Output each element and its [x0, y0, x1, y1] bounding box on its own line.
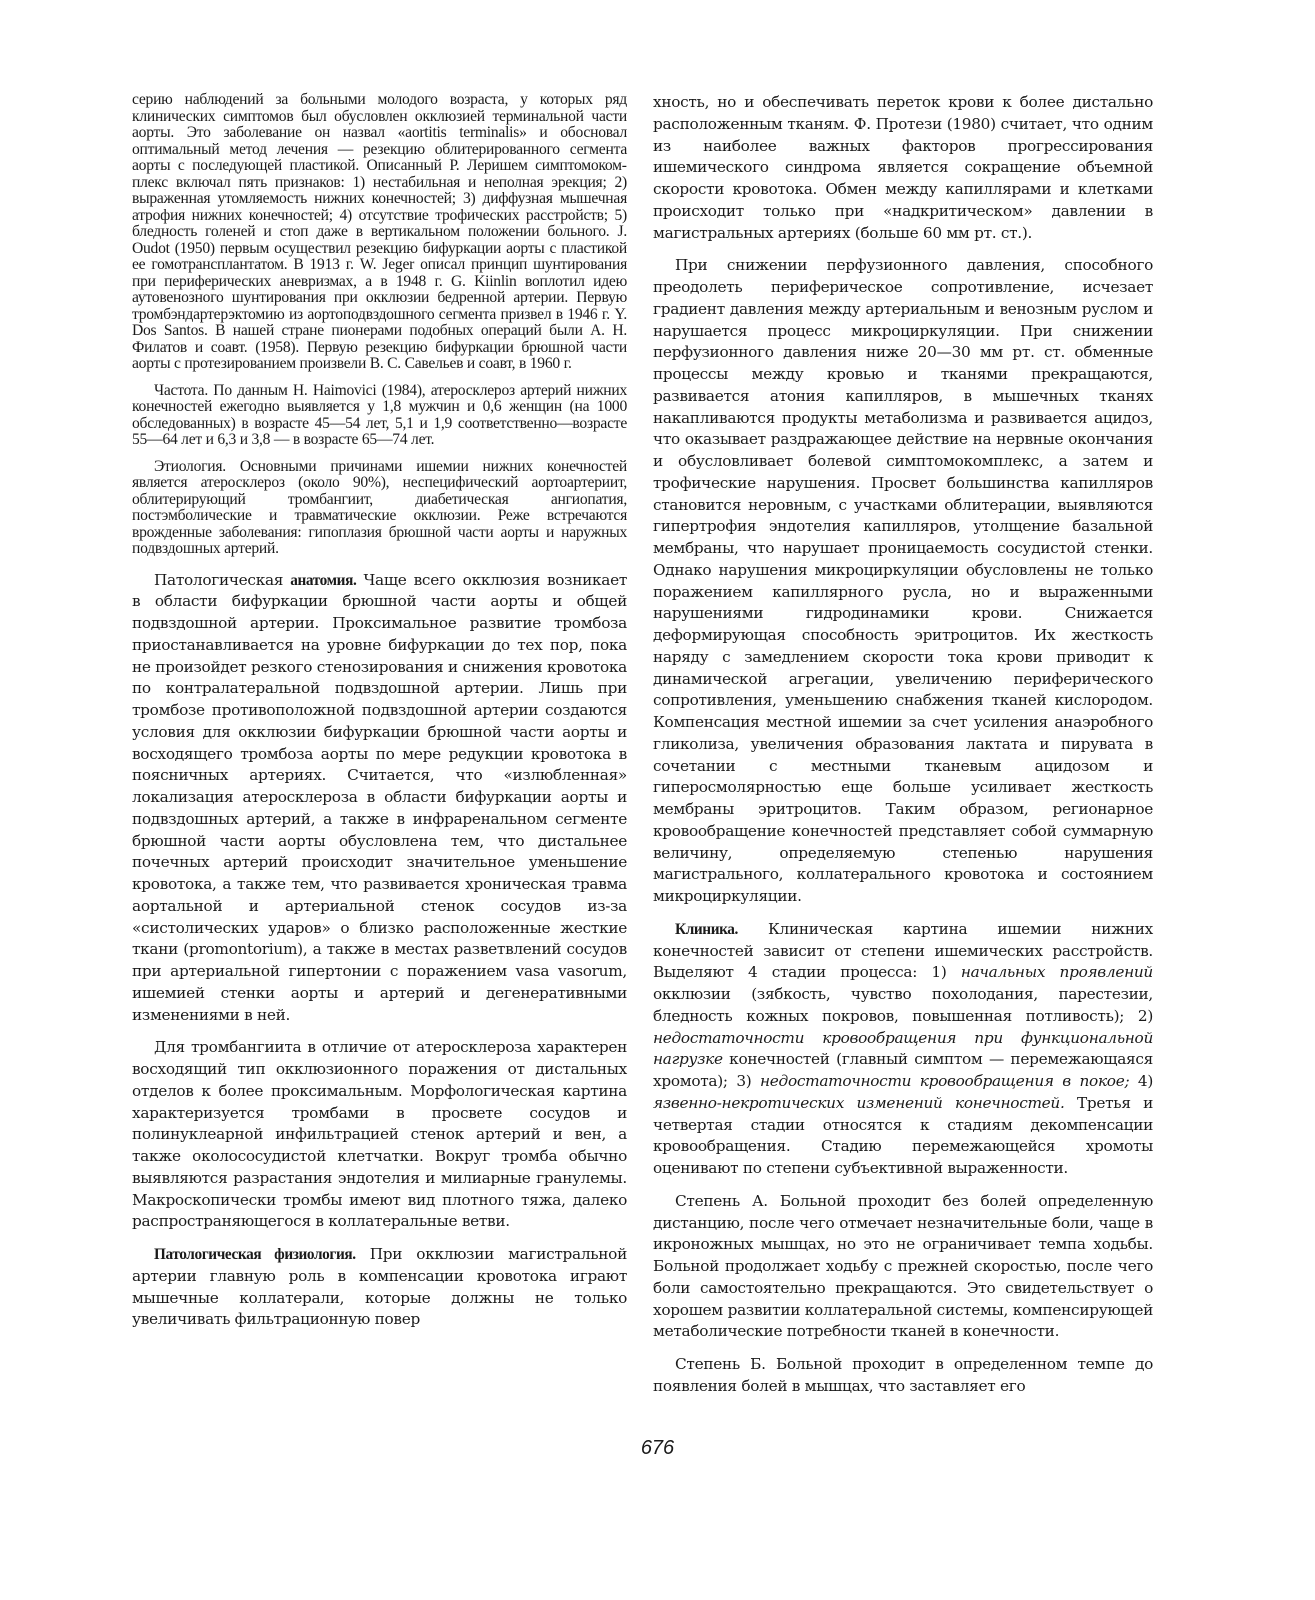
- paragraph-thrombangiitis: Для тромбангиита в отличие от атеросклероза характерен восходящий тип окклюзионного поражения от дистальных отделов к более проксимальным. Морфологическая картина характеризуется тромбами в просвете сосудов и полинуклеарной инфильтрацией стенок артерий и вен, а также околососудистой клетчатки. Вокруг тромба обычно выявляются разрастания эндотелия и милиарные гранулемы. Макроскопически тромбы имеют вид плотного тяжа, далеко распространяющегося в коллатеральные ветви.: [132, 1038, 627, 1231]
- clinic-heading: Клиника.: [675, 920, 738, 938]
- clinic-stage-4: язвенно-некротических изменений конечностей.: [653, 1093, 1065, 1112]
- clinic-text-5: Третья и четвертая стадии относятся к стадиям декомпенсации кровообращения. Стадию перемежающейся хромоты оценивают по степени субъективной выраженности.: [653, 1093, 1153, 1177]
- paragraph-pathological-physiology: [132, 1244, 627, 1331]
- clinic-text-3: конечностей (главный симптом — перемежающаяся хромота); 3): [653, 1050, 1153, 1090]
- paragraph-perfusion: При снижении перфузионного давления, способного преодолеть периферическое сопротивление, исчезает градиент давления между артериальным и венозным руслом и нарушается процесс микроциркуляции. При снижении перфузионного давления ниже 20—30 мм рт. ст. обменные процессы между кровью и тканями прекращаются, развивается атония капилляров, в мышечных тканях накапливаются продукты метаболизма и развивается ацидоз, что оказывает раздражающее действие на нервные окончания и обусловливает болевой симптомокомплекс, а затем и трофические нарушения. Просвет большинства капилляров становится неровным, с участками облитерации, выявляются гипертрофия эндотелия капилляров, утолщение базальной мембраны, что нарушает проницаемость сосудистой стенки. Однако нарушения микроциркуляции обусловлены не только поражением капиллярного русла, но и выраженными нарушениями гидродинамики крови. Снижается деформирующая способность эритроцитов. Их жесткость наряду с замедлением скорости тока крови приводит к динамической агрегации, увеличению периферического сопротивления, уменьшению снабжения тканей кислородом. Компенсация местной ишемии за счет усиления анаэробного гликолиза, увеличения образования лактата и пирувата в сочетании с местными тканевым ацидозом и гиперосмолярностью еще больше усиливает жесткость мембраны эритроцитов. Таким образом, регионарное кровообращение конечностей представляет собой суммарную величину, определяемую степенью нарушения магистрального, коллатерального кровотока и состоянием микроциркуляции.: [653, 256, 1153, 905]
- clinic-stage-1: начальных проявлений: [960, 963, 1153, 982]
- paragraph-pathological-anatomy: [132, 570, 627, 1027]
- clinic-stage-2: недостаточности кровообращения при функциональной нагрузке: [653, 1028, 1153, 1069]
- paragraph-clinic: [653, 919, 1153, 1180]
- right-column: [653, 92, 1153, 1398]
- paragraph-continuation: хность, но и обеспечивать переток крови к более дистально расположенным тканям. Ф. Протези (1980) считает, что одним из наиболее важных факторов прогрессирования ишемического синдрома является сокращение объемной скорости кровотока. Обмен между капиллярами и клетками происходит только при «надкритическом» давлении в магистральных артериях (больше 60 мм рт. ст.).: [653, 93, 1153, 242]
- anatomy-lead: Патологическая: [154, 570, 291, 589]
- clinic-text-1: Клиническая картина ишемии нижних конечностей зависит от степени ишемических расстройств. Выделяют 4 стадии процесса: 1): [653, 919, 1153, 982]
- physiology-text: При окклюзии магистральной артерии главную роль в компенсации кровотока играют мышечные коллатерали, которые должны не только увеличивать фильтрационную повер: [132, 1245, 627, 1329]
- clinic-text-4: 4): [1129, 1072, 1154, 1090]
- left-column: [132, 92, 627, 1331]
- paragraph-stage-b: Степень Б. Больной проходит в определенном темпе до появления болей в мышцах, что заставляет его: [653, 1355, 1153, 1395]
- page-number: 676: [640, 1437, 675, 1459]
- paragraph-frequency: Частота. По данным Н. Haimovici (1984), атеросклероз артерий нижних конечностей ежегодно выявляется у 1,8 мужчин и 0,6 женщин (на 1000 обследованных) в возрасте 45—54 лет, 5,1 и 1,9 соответственно—возрасте 55—64 лет и 6,3 и 3,8 — в возрасте 65—74 лет.: [132, 381, 627, 448]
- anatomy-heading: анатомия.: [290, 571, 357, 589]
- paragraph-etiology: Этиология. Основными причинами ишемии нижних конечностей является атеросклероз (около 90%), неспецифический аортоартериит, облитерирующий тромбангиит, диабетическая ангиопатия, постэмболические и травматические окклюзии. Реже встречаются врожденные заболевания: гипоплазия брюшной части аорты и наружных подвздошных артерий.: [132, 457, 627, 557]
- paragraph-stage-a: Степень А. Больной проходит без болей определенную дистанцию, после чего отмечает незначительные боли, чаще в икроножных мышцах, но это не ограничивает темпа ходьбы. Больной продолжает ходьбу с прежней скоростью, после чего боли самостоятельно прекращаются. Это свидетельствует о хорошем развитии коллатеральной системы, компенсирующей метаболические потребности тканей в конечности.: [653, 1191, 1153, 1341]
- anatomy-text: Чаще всего окклюзия возникает в области бифуркации брюшной части аорты и общей подвздошной артерии. Проксимальное развитие тромбоза приостанавливается на уровне бифуркации до тех пор, пока не произойдет резкого стенозирования и снижения кровотока по контралатеральной подвздошной артерии. Лишь при тромбозе противоположной подвздошной артерии создаются условия для окклюзии бифуркации брюшной части аорты и восходящего тромбоза аорты по мере редукции кровотока в поясничных артериях. Считается, что «излюбленная» локализация атеросклероза в области бифуркации аорты и подвздошных артерий, а также в инфраренальном сегменте брюшной части аорты обусловлена тем, что дистальнее почечных артерий происходит значительное уменьшение кровотока, а также тем, что развивается хроническая травма аортальной и артериальной стенок сосудов из-за «систолических ударов» о близко расположенные жесткие ткани (promontorium), а также в местах разветвлений сосудов при артериальной гипертонии с поражением vasa vasorum, ишемией стенки аорты и артерий и дегенеративными изменениями в ней.: [132, 570, 627, 1024]
- physiology-heading: Патологическая физиология.: [154, 1246, 356, 1263]
- clinic-text-2: окклюзии (зябкость, чувство похолодания, парестезии, бледность кожных покровов, повышенная потливость); 2): [653, 985, 1153, 1025]
- clinic-stage-3: недостаточности кровообращения в покое;: [760, 1072, 1130, 1090]
- paragraph-intro: серию наблюдений за больными молодого возраста, у которых ряд клинических симптомов был обусловлен окклюзией терминальной части аорты. Это заболевание он назвал «aortitis terminalis» и обосновал оптимальный метод лечения — резекцию облитерированного сегмента аорты с последующей пластикой. Описанный Р. Леришем симптомокомплекс включал пять признаков: 1) нестабильная и неполная эрекция; 2) выраженная утомляемость нижних конечностей; 3) диффузная мышечная атрофия нижних конечностей; 4) отсутствие трофических расстройств; 5) бледность голеней и стоп даже в вертикальном положении больного. J. Oudot (1950) первым осуществил резекцию бифуркации аорты с пластикой ее гомотрансплантатом. В 1913 г. W. Jeger описал принцип шунтирования при периферических аневризмах, а в 1948 г. G. Kiinlin воплотил идею аутовенозного шунтирования при окклюзии бедренной артерии. Первую тромбэндартерэктомию из аортоподвздошного сегмента призвел в 1946 г. Y. Dos Santos. В нашей стране пионерами подобных операций были А. Н. Филатов и соавт. (1958). Первую резекцию бифуркации брюшной части аорты с протезированием произвели В. С. Савельев и соавт, в 1960 г.: [132, 91, 627, 372]
